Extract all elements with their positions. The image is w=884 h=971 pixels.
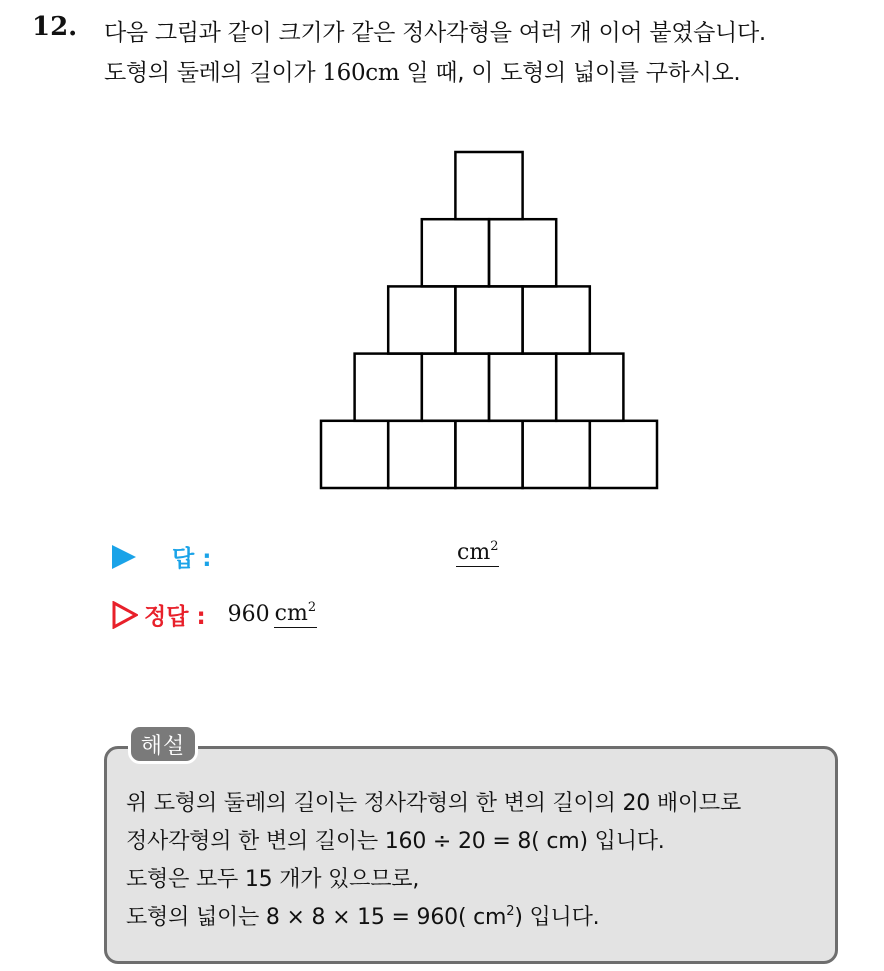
square-row4-4 (556, 354, 623, 421)
explanation-line-3: 도형은 모두 15 개가 있으므로, (126, 867, 420, 892)
square-row3-3 (523, 286, 590, 353)
correct-answer-row (112, 598, 317, 631)
play-triangle-icon (112, 545, 136, 569)
correct-label: 정답 : (144, 604, 206, 630)
explanation-tab: 해설 (128, 724, 198, 764)
answer-unit (456, 540, 499, 567)
explanation-line-4-before: 도형의 넓이는 8 × 8 × 15 = 960( cm (126, 905, 507, 930)
question-line-1: 다음 그림과 같이 크기가 같은 정사각형을 여러 개 이어 붙였습니다. (104, 20, 766, 46)
perimeter-value: 160cm (322, 60, 400, 86)
square-row5-2 (388, 421, 455, 488)
square-row5-4 (523, 421, 590, 488)
explanation-line-4 (126, 900, 599, 931)
answer-label: 답 : (172, 546, 212, 572)
question-line-2-before: 도형의 둘레의 길이가 (104, 60, 323, 86)
answer-unit-text: cm (457, 540, 491, 565)
answer-unit-sup: 2 (490, 539, 499, 554)
question-line-2 (104, 54, 740, 87)
explanation-line-1: 위 도형의 둘레의 길이는 정사각형의 한 변의 길이의 20 배이므로 (126, 791, 742, 816)
outline-triangle-icon (112, 601, 138, 629)
explanation-box (104, 746, 838, 964)
square-row5-5 (590, 421, 657, 488)
question-line-2-after: 일 때, 이 도형의 넓이를 구하시오. (399, 60, 741, 86)
correct-unit-sup: 2 (307, 600, 317, 615)
correct-value: 960 (227, 602, 270, 627)
pyramid-squares-figure (300, 140, 660, 500)
square-row4-2 (422, 354, 489, 421)
square-row2-1 (422, 219, 489, 286)
square-row4-3 (489, 354, 556, 421)
question-number: 12. (32, 12, 78, 42)
square-row1-1 (455, 152, 522, 219)
square-row5-3 (455, 421, 522, 488)
explanation-line-4-after: ) 입니다. (514, 905, 600, 930)
explanation-line-4-sup: 2 (506, 904, 515, 919)
square-row4-1 (355, 354, 422, 421)
square-row2-2 (489, 219, 556, 286)
square-row3-2 (455, 286, 522, 353)
explanation-line-2: 정사각형의 한 변의 길이는 160 ÷ 20 = 8( cm) 입니다. (126, 829, 665, 854)
square-row3-1 (388, 286, 455, 353)
square-row5-1 (321, 421, 388, 488)
answer-row (112, 540, 211, 573)
correct-unit-text: cm (274, 601, 308, 626)
correct-unit (274, 601, 317, 628)
